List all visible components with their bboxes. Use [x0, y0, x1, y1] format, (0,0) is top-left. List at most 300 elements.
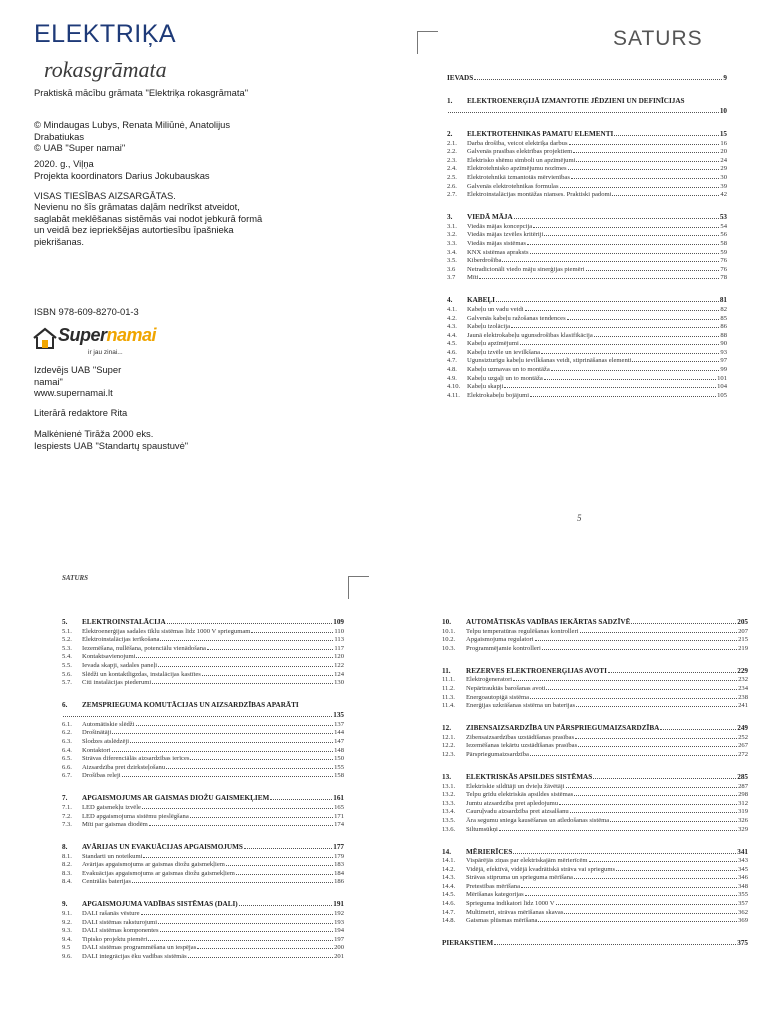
toc-entry[interactable] [62, 762, 344, 771]
toc-entry[interactable] [447, 390, 727, 399]
toc-entry[interactable] [447, 264, 727, 273]
toc-entry[interactable] [442, 824, 748, 833]
toc-entry-label: Aizsardzība pret dzirksteļošanu [82, 763, 166, 771]
book-title: ELEKTRIĶA [34, 20, 177, 48]
toc-section-number: 12. [442, 724, 451, 733]
toc-page-number: 241 [738, 702, 748, 710]
toc-entry[interactable] [447, 356, 727, 365]
toc-page-number: 144 [334, 729, 344, 737]
toc-page-number: 85 [720, 314, 727, 322]
toc-entry-number: 5.3. [62, 644, 72, 652]
toc-gap [62, 686, 344, 699]
colophon-year-place: 2020. g., Viļņa [34, 158, 94, 169]
toc-entry-number: 11.2. [442, 684, 455, 692]
toc-entry[interactable] [447, 164, 727, 173]
toc-entry[interactable] [62, 678, 344, 687]
toc-entry-number: 12.3. [442, 750, 456, 758]
toc-leader-dots [576, 705, 737, 707]
toc-page-number: 346 [738, 874, 748, 882]
toc-page-number: 341 [737, 847, 748, 856]
toc-page-number: 369 [738, 917, 748, 925]
toc-page-number: 82 [720, 305, 727, 313]
toc-section-heading[interactable] [447, 128, 727, 138]
toc-page-number: 59 [720, 248, 727, 256]
toc-section-heading[interactable] [442, 937, 748, 947]
toc-leader-dots [479, 277, 719, 279]
toc-entry-number: 14.2. [442, 865, 456, 873]
toc-entry-number: 3.6 [447, 265, 456, 273]
toc-entry[interactable] [442, 626, 748, 635]
toc-leader-dots [525, 309, 720, 311]
toc-entry[interactable] [62, 652, 344, 661]
toc-entry-number: 14.5. [442, 891, 456, 899]
toc-entry[interactable] [442, 781, 748, 790]
toc-page-number: 287 [738, 782, 748, 790]
toc-section-heading[interactable] [442, 616, 748, 626]
toc-entry[interactable] [442, 873, 748, 882]
toc-entry-label: Kabeļu skapji [467, 383, 504, 391]
toc-page-number: 357 [738, 900, 748, 908]
toc-section-label: APGAISMOJUMA VADĪBAS SISTĒMAS (DALI) [82, 900, 238, 909]
toc-page-number: 165 [334, 803, 344, 811]
toc-entry[interactable] [442, 790, 748, 799]
toc-entry-number: 13.5. [442, 816, 456, 824]
toc-entry-number: 2.6. [447, 182, 457, 190]
logo-word-a: Super [58, 325, 107, 345]
toc-leader-dots [132, 881, 333, 883]
toc-entry-number: 14.6. [442, 900, 456, 908]
toc-section-label: ZIBENSAIZSARDZĪBA UN PĀRSPRIEGUMAIZSARDZĪBA [466, 724, 660, 733]
toc-page-number: 104 [717, 383, 727, 391]
toc-leader-dots [166, 767, 333, 769]
book-subtitle: rokasgrāmata [44, 57, 167, 82]
toc-entry-number: 11.1. [442, 676, 455, 684]
toc-entry[interactable] [62, 719, 344, 728]
toc-entry[interactable] [62, 868, 344, 877]
toc-entry[interactable] [447, 138, 727, 147]
toc-entry-label: Elektriskie sildītāji un dvieļu žāvētāji [466, 782, 565, 790]
toc-entry-label: DALI rašanās vēsture [82, 910, 140, 918]
toc-entry-label: Kabeļu apzīmējumi [467, 340, 519, 348]
toc-entry-label: Cauruļvadu aizsardzība pret aizsalšanu [466, 808, 569, 816]
toc-leader-dots [244, 847, 332, 849]
toc-page-number: 76 [720, 257, 727, 265]
toc-entry[interactable] [442, 675, 748, 684]
toc-entry-number: 14.3. [442, 874, 456, 882]
toc-entry-number: 5.2. [62, 636, 72, 644]
colophon-description: Praktiskā mācību grāmata "Elektriķa rokasgrāmata" [34, 87, 249, 98]
toc-section-heading[interactable] [442, 771, 748, 781]
toc-entry-label: Pārspriegumaizsardzība [466, 750, 529, 758]
toc-entry-label: Tipisko projektu piemēri [82, 935, 148, 943]
toc-entry-label: Enerģijas uzkrāšanas sistēma un baterijas [466, 702, 576, 710]
toc-entry-label: Mīti par gaismas diodēm [82, 821, 148, 829]
toc-leader-dots [513, 852, 736, 854]
toc-entry[interactable] [62, 851, 344, 860]
toc-leader-dots [188, 956, 333, 958]
toc-gap [447, 198, 727, 211]
toc-entry-label: Kabeļu izvēle un ievilkšana [467, 348, 541, 356]
toc-entry-number: 5.4. [62, 653, 72, 661]
toc-gap [442, 833, 748, 846]
toc-section-heading[interactable] [447, 95, 727, 105]
toc-page-number: 20 [720, 148, 727, 156]
toc-entry[interactable] [442, 643, 748, 652]
toc-leader-dots [551, 369, 720, 371]
toc-entry-label: Nepārtrauktās barošanas avoti [466, 684, 546, 692]
toc-page-number: 90 [720, 340, 727, 348]
toc-leader-dots [574, 794, 737, 796]
toc-page-number: 186 [334, 878, 344, 886]
toc-entry[interactable] [62, 917, 344, 926]
toc-entry[interactable] [442, 732, 748, 741]
toc-entry-number: 5.5. [62, 661, 72, 669]
toc-entry-number: 4.4. [447, 331, 457, 339]
toc-leader-dots [141, 913, 334, 915]
toc-entry[interactable] [62, 754, 344, 763]
toc-entry[interactable] [447, 238, 727, 247]
toc-entry[interactable] [62, 728, 344, 737]
toc-page-number: 345 [738, 865, 748, 873]
toc-leader-dots [560, 186, 720, 188]
toc-leader-dots [190, 816, 333, 818]
toc-entry[interactable] [447, 230, 727, 239]
toc-entry-number: 9.3. [62, 927, 72, 935]
toc-leader-dots [112, 732, 333, 734]
toc-entry-number: 3.3. [447, 239, 457, 247]
toc-entry[interactable] [447, 147, 727, 156]
toc-entry-label: LED apgaismojuma sistēmu pieslēgšana [82, 812, 189, 820]
toc-page-number: 81 [719, 296, 727, 305]
toc-page-number: 343 [738, 857, 748, 865]
toc-entry[interactable] [62, 926, 344, 935]
toc-entry-number: 2.1. [447, 139, 457, 147]
toc-entry[interactable] [442, 692, 748, 701]
toc-entry-number: 4.8. [447, 366, 457, 374]
toc-leader-dots [239, 904, 333, 906]
toc-leader-dots [632, 360, 719, 362]
toc-page-number: 117 [334, 644, 344, 652]
toc-page-number: 193 [334, 918, 344, 926]
toc-leader-dots [567, 318, 720, 320]
toc-entry-number: 10.3. [442, 644, 456, 652]
toc-section-heading[interactable] [447, 211, 727, 221]
toc-entry-number: 8.3. [62, 869, 72, 877]
toc-leader-dots [538, 920, 737, 922]
logo-word-b: namai [106, 325, 157, 345]
toc-entry-number: 3.4. [447, 248, 457, 256]
toc-page-number: 78 [720, 274, 727, 282]
toc-section-label: AVĀRIJAS UN EVAKUĀCIJAS APGAISMOJUMS [82, 843, 243, 852]
toc-entry[interactable] [62, 626, 344, 635]
toc-entry[interactable] [62, 643, 344, 652]
toc-entry-label: Telpu temperatūras regulēšanas kontrolleri [466, 627, 579, 635]
house-icon [32, 326, 58, 350]
toc-entry-label: Jumtu aizsardzība pret apledojumu [466, 799, 559, 807]
toc-entry[interactable] [447, 273, 727, 282]
toc-entry[interactable] [442, 864, 748, 873]
toc-entry-label: Āra segumu sniega kausēšanas un atledošanas sistēma [466, 816, 610, 824]
toc-entry[interactable] [447, 322, 727, 331]
toc-leader-dots [130, 741, 333, 743]
toc-leader-dots [556, 903, 738, 905]
toc-leader-dots [527, 243, 719, 245]
toc-page-number: 39 [720, 182, 727, 190]
toc-entry-label: Vispārējās ziņas par elektriskajām mērierīcēm [466, 857, 588, 865]
toc-page-number: 161 [333, 794, 344, 803]
toc-entry-label: DALI integrācijas ēku vadības sistēmās [82, 953, 187, 961]
toc-page-number: 355 [738, 891, 748, 899]
toc-section-number: 13. [442, 772, 451, 781]
crop-mark [348, 576, 369, 599]
toc-entry[interactable] [62, 771, 344, 780]
toc-entry-number: 7.3. [62, 821, 72, 829]
toc-section-page-row [447, 105, 727, 115]
toc-entry[interactable] [62, 660, 344, 669]
toc-entry[interactable] [62, 860, 344, 869]
toc-page-number: 238 [738, 693, 748, 701]
toc-section-label: REZERVES ELEKTROENERĢIJAS AVOTI [466, 666, 607, 675]
toc-entry[interactable] [62, 934, 344, 943]
toc-page-number: 76 [720, 265, 727, 273]
toc-section-heading[interactable] [442, 846, 748, 856]
toc-leader-dots [63, 715, 332, 717]
toc-entry-label: Apgaismojuma regulatori [466, 636, 534, 644]
toc-entry[interactable] [447, 256, 727, 265]
toc-gap [62, 828, 344, 841]
toc-page-number: 285 [737, 772, 748, 781]
toc-page-number: 232 [738, 676, 748, 684]
toc-section-heading[interactable] [62, 616, 344, 626]
toc-page-number: 9 [723, 74, 727, 82]
toc-entry-number: 4.3. [447, 323, 457, 331]
toc-leader-dots [149, 824, 333, 826]
toc-page-number: 29 [720, 165, 727, 173]
toc-page-number: 86 [720, 323, 727, 331]
toc-entry-number: 4.5. [447, 340, 457, 348]
toc-entry-label: Jaunā elektrokabeļu ugunsdrošības klasifikācija [467, 331, 593, 339]
toc-section-heading[interactable] [62, 841, 344, 851]
toc-page-number: 179 [334, 852, 344, 860]
toc-entry-label: Elektroģeneratori [466, 676, 513, 684]
logo-wordmark [58, 325, 156, 346]
toc-entry[interactable] [442, 916, 748, 925]
toc-entry[interactable] [447, 181, 727, 190]
toc-entry[interactable] [62, 736, 344, 745]
toc-section-number: 1. [447, 97, 453, 105]
toc-page-number: 16 [720, 139, 727, 147]
toc-entry-label: Mīti [467, 274, 479, 282]
toc-entry[interactable] [442, 635, 748, 644]
toc-entry[interactable] [442, 890, 748, 899]
toc-entry[interactable] [62, 820, 344, 829]
toc-section-heading[interactable] [442, 665, 748, 675]
toc-entry-label: Viedās mājas izvēles kritēriji [467, 231, 544, 239]
toc-page-number: 207 [738, 627, 748, 635]
toc-entry-number: 2.2. [447, 148, 457, 156]
toc-leader-dots [504, 386, 716, 388]
toc-section-heading[interactable] [62, 699, 344, 709]
toc-leader-dots [530, 252, 720, 254]
toc-leader-dots [496, 300, 719, 302]
toc-section-heading[interactable] [62, 792, 344, 802]
toc-leader-dots [564, 912, 737, 914]
toc-entry-number: 13.4. [442, 808, 456, 816]
toc-page-number: 192 [334, 910, 344, 918]
toc-entry[interactable] [442, 881, 748, 890]
toc-page-number: 201 [334, 953, 344, 961]
toc-section-number: 2. [447, 130, 453, 138]
toc-entry-number: 3.2. [447, 231, 457, 239]
toc-entry[interactable] [447, 172, 727, 181]
toc-page-number: 10 [719, 107, 727, 115]
toc-leader-dots [573, 151, 719, 153]
toc-entry[interactable] [447, 304, 727, 313]
toc-page-number: 362 [738, 908, 748, 916]
toc-section-label: ELEKTRISKĀS APSILDES SISTĒMAS [466, 772, 593, 781]
toc-section-page-row [62, 709, 344, 719]
colophon-editor: Literārā redaktore Rita [34, 407, 128, 418]
toc-leader-dots [631, 622, 736, 624]
toc-title: SATURS [613, 27, 703, 50]
toc-leader-dots [167, 622, 332, 624]
toc-entry[interactable] [442, 741, 748, 750]
toc-leader-dots [616, 869, 737, 871]
toc-page-number: 113 [334, 636, 344, 644]
toc-leader-dots [494, 943, 736, 945]
toc-entry[interactable] [447, 339, 727, 348]
toc-entry-number: 11.3. [442, 693, 455, 701]
toc-entry-number: 4.2. [447, 314, 457, 322]
toc-page-number: 147 [334, 737, 344, 745]
toc-entry[interactable] [447, 382, 727, 391]
toc-entry-label: Avārijas apgaismojums ar gaismas diožu gaismekļiem [82, 861, 225, 869]
colophon-coordinator: Projekta koordinators Darius Jokubauskas [34, 170, 210, 181]
toc-entry[interactable] [442, 683, 748, 692]
toc-entry[interactable] [442, 898, 748, 907]
toc-leader-dots [158, 665, 333, 667]
toc-entry-label: Zibensaizsardzības uzstādīšanas prasības [466, 733, 575, 741]
toc-page-number: 234 [738, 684, 748, 692]
toc-entry[interactable] [62, 802, 344, 811]
toc-entry-number: 8.1. [62, 852, 72, 860]
toc-entry-number: 4.1. [447, 305, 457, 313]
toc-entry[interactable] [442, 815, 748, 824]
toc-entry[interactable] [62, 745, 344, 754]
toc-entry-label: Viedās mājas koncepcija [467, 222, 533, 230]
toc-entry-label: Elektrotehnisko apzīmējumu nozīmes [467, 165, 567, 173]
toc-entry-number: 3.7 [447, 274, 456, 282]
toc-entry[interactable] [62, 811, 344, 820]
toc-leader-dots [546, 688, 737, 690]
toc-leader-dots [660, 728, 736, 730]
toc-entry[interactable] [447, 221, 727, 230]
toc-entry-number: 13.1. [442, 782, 456, 790]
toc-entry[interactable] [447, 313, 727, 322]
toc-entry[interactable] [62, 908, 344, 917]
toc-entry-number: 13.6. [442, 825, 456, 833]
toc-entry[interactable] [447, 330, 727, 339]
toc-entry[interactable] [62, 669, 344, 678]
toc-page-number: 124 [334, 670, 344, 678]
toc-section-heading[interactable] [447, 294, 727, 304]
toc-section-number: 9. [62, 900, 68, 909]
toc-entry-number: 8.4. [62, 878, 72, 886]
toc-entry[interactable] [62, 877, 344, 886]
toc-entry[interactable] [62, 635, 344, 644]
toc-entry[interactable] [447, 247, 727, 256]
toc-leader-dots [521, 886, 737, 888]
toc-entry[interactable] [447, 373, 727, 382]
toc-section-heading[interactable] [442, 722, 748, 732]
toc-entry[interactable] [447, 347, 727, 356]
toc-entry-number: 2.7. [447, 191, 457, 199]
toc-leader-dots [535, 639, 738, 641]
toc-section-number: 14. [442, 847, 451, 856]
toc-page-number: 30 [720, 173, 727, 181]
toc-leader-dots [593, 777, 736, 779]
toc-entry-number: 10.1. [442, 627, 456, 635]
toc-entry-label: Vidējā, efektīvā, vidējā kvadrātiskā strāva vai spriegums [466, 865, 616, 873]
toc-entry[interactable] [442, 807, 748, 816]
toc-leader-dots [530, 395, 716, 397]
toc-entry-label: Kabeļu un vadu veidi [467, 305, 524, 313]
toc-entry[interactable] [442, 798, 748, 807]
toc-page-number: 272 [738, 750, 748, 758]
toc-gap [442, 758, 748, 771]
toc-entry[interactable] [447, 364, 727, 373]
toc-page-number: 24 [720, 156, 727, 164]
toc-entry-number: 9.1. [62, 910, 72, 918]
toc-gap [447, 115, 727, 128]
toc-leader-dots [158, 922, 333, 924]
crop-mark [417, 31, 438, 54]
toc-entry[interactable] [62, 951, 344, 960]
toc-section-label: ELEKTROENERĢIJĀ IZMANTOTIE JĒDZIENI UN DEFINĪCIJAS [467, 97, 685, 105]
toc-entry-label: Energoautopiģā sistēma [466, 693, 530, 701]
toc-entry[interactable] [442, 907, 748, 916]
toc-gap [442, 709, 748, 722]
toc-entry-number: 6.1. [62, 720, 72, 728]
toc-entry[interactable] [442, 856, 748, 865]
toc-entry-number: 6.5. [62, 755, 72, 763]
colophon-printer: Iespiests UAB "Standartų spaustuvė" [34, 440, 189, 451]
toc-entry-label: Mērīšanas kategorijas [466, 891, 524, 899]
toc-section-heading[interactable] [447, 72, 727, 82]
toc-leader-dots [570, 811, 737, 813]
colophon-publisher-copyright: © UAB "Super namai" [34, 142, 126, 153]
toc-leader-dots [136, 724, 334, 726]
toc-page-number: 215 [738, 636, 748, 644]
toc-entry-label: Slodzes atslēdzēji [82, 737, 130, 745]
toc-entry[interactable] [62, 943, 344, 952]
toc-entry[interactable] [442, 701, 748, 710]
toc-entry-number: 7.1. [62, 803, 72, 811]
toc-entry-label: Galvenās kabeļu ražošanas tendences [467, 314, 566, 322]
toc-entry[interactable] [447, 155, 727, 164]
toc-leader-dots [610, 820, 737, 822]
toc-section-number: 11. [442, 666, 451, 675]
toc-page-mid [442, 616, 748, 947]
toc-entry-label: Galvenās elektrotehnikas formulas [467, 182, 559, 190]
toc-leader-dots [152, 682, 333, 684]
toc-section-heading[interactable] [62, 898, 344, 908]
toc-entry-label: DALI sistēmas programmēšana un iespējas [82, 944, 197, 952]
toc-entry-number: 8.2. [62, 861, 72, 869]
toc-entry[interactable] [447, 190, 727, 199]
toc-entry[interactable] [442, 749, 748, 758]
toc-entry-number: 14.7. [442, 908, 456, 916]
